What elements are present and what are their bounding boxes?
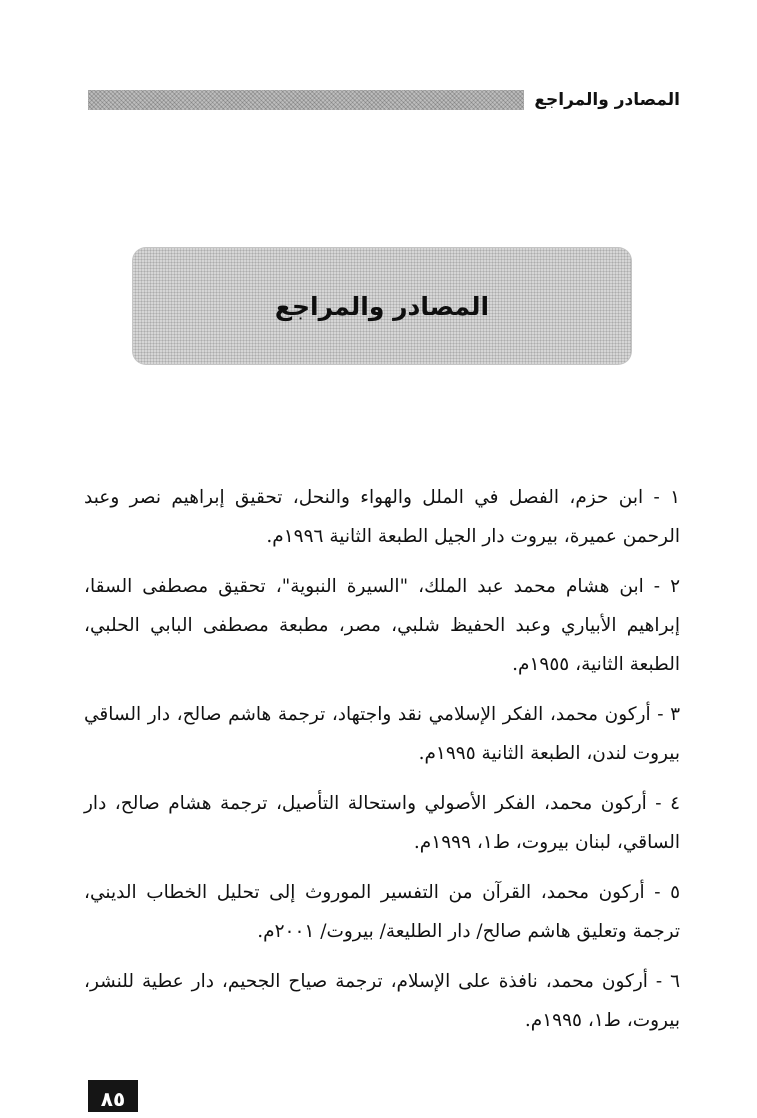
running-header	[88, 86, 680, 114]
chapter-title: المصادر والمراجع	[274, 291, 490, 321]
chapter-title-box	[132, 247, 632, 365]
reference-item: ٦ - أركون محمد، نافذة على الإسلام، ترجمة صياح الجحيم، دار عطية للنشر، بيروت، ط١، ١٩٩٥م.	[84, 971, 680, 1031]
page-number: ٨٥	[88, 1080, 138, 1112]
reference-item: ٢ - ابن هشام محمد عبد الملك، "السيرة النبوية"، تحقيق مصطفى السقا، إبراهيم الأبياري وعبد الحفيظ شلبي، مصر، مطبعة مصطفى البابي الحلبي، الطبعة الثانية، ١٩٥٥م.	[84, 576, 680, 675]
running-title: المصادر والمراجع	[534, 90, 680, 110]
reference-item: ١ - ابن حزم، الفصل في الملل والهواء والنحل، تحقيق إبراهيم نصر وعبد الرحمن عميرة، بيروت دار الجيل الطبعة الثانية ١٩٩٦م.	[84, 487, 680, 547]
reference-item: ٤ - أركون محمد، الفكر الأصولي واستحالة التأصيل، ترجمة هشام صالح، دار الساقي، لبنان بيروت، ط١، ١٩٩٩م.	[84, 793, 680, 853]
references-list	[84, 478, 680, 1051]
reference-item: ٥ - أركون محمد، القرآن من التفسير الموروث إلى تحليل الخطاب الديني، ترجمة وتعليق هاشم صالح/ دار الطليعة/ بيروت/ ٢٠٠١م.	[84, 882, 680, 942]
running-header-bar	[88, 90, 524, 110]
reference-item: ٣ - أركون محمد، الفكر الإسلامي نقد واجتهاد، ترجمة هاشم صالح، دار الساقي بيروت لندن، الطبعة الثانية ١٩٩٥م.	[84, 704, 680, 764]
